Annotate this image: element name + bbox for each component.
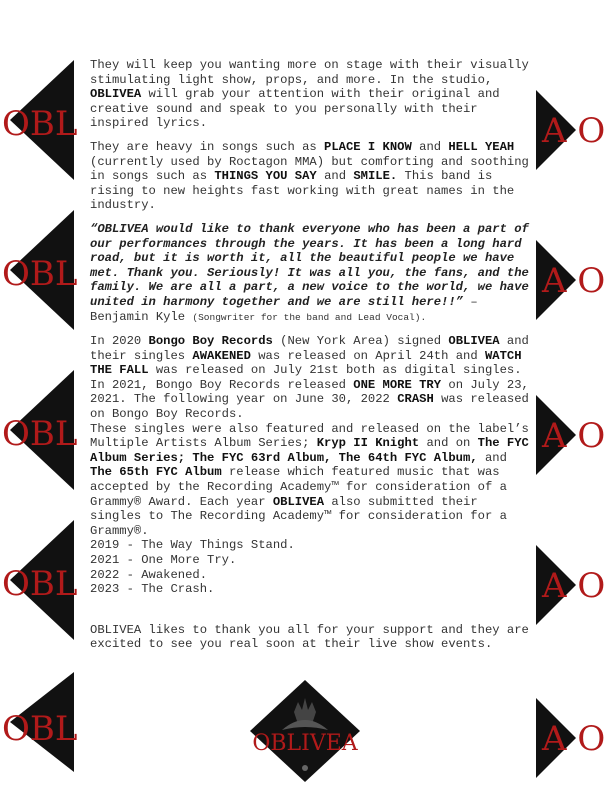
watermark-right-4: [536, 535, 612, 635]
watermark-left-4: [0, 520, 80, 640]
watermark-left-1: [0, 60, 80, 180]
watermark-text: A O: [542, 261, 606, 301]
band-quote: [90, 222, 530, 325]
oblivea-logo: [232, 680, 378, 782]
intro-paragraph: They will keep you wanting more on stage with their visually stimulating light show, props, and more. In the studio, OBLIVEA will grab your attention with their original and creative sound and speak to you personally with their inspired lyrics.: [90, 58, 529, 131]
watermark-left-5: [0, 672, 80, 782]
watermark-text: OBL: [2, 254, 78, 294]
release-item: 2022 - Awakened.: [90, 567, 208, 582]
document-body: [90, 58, 530, 661]
watermark-right-5: [536, 688, 612, 788]
release-item: 2021 - One More Try.: [90, 553, 237, 567]
watermark-text: OBL: [2, 104, 78, 144]
release-item: 2023 - The Crash.: [90, 582, 215, 597]
quote-text: “OBLIVEA would like to thank everyone who has been a part of our performances through the years. It has been a long hard road, but it is worth it, all the beautiful people we have met. Thank you. Seriously! It was all you, the fans, and the family. We are all a part, a new voice to the world, we have united in harmony together and we are still here!!”: [90, 221, 529, 309]
closing-paragraph: OBLIVEA likes to thank you all for your support and they are excited to see you real soon at their live show events.: [90, 622, 529, 652]
watermark-text: A O: [542, 719, 606, 759]
history-paragraph: In 2020 Bongo Boy Records (New York Area) signed OBLIVEA and their singles AWAKENED was released on April 24th and WATCH THE FALL was released on July 21st both as digital singles. In 2021, Bongo Boy Records released ONE MORE TRY on July 23, 2021. The following year on June 30, 2022 CRASH was released on Bongo Boy Records.: [90, 334, 529, 422]
watermark-text: OBL: [2, 709, 78, 749]
watermark-right-1: [536, 80, 612, 180]
watermark-left-3: [0, 370, 80, 490]
watermark-text: A O: [542, 566, 606, 606]
release-item: 2019 - The Way Things Stand.: [90, 538, 295, 553]
watermark-right-3: [536, 385, 612, 485]
watermark-text: OBL: [2, 414, 78, 454]
watermark-text: A O: [542, 416, 606, 456]
release-list: [90, 538, 530, 596]
quote-attribution: – Benjamin Kyle: [90, 294, 478, 324]
features-paragraph: These singles were also featured and released on the label’s Multiple Artists Album Series; Kryp II Knight and on The FYC Album Series; The FYC 63rd Album, The 64th FYC Album, and The 65th FYC Album release which featured music that was accepted by the Recording Academy™ for consideration of a Grammy® Award. Each year OBLIVEA also submitted their singles to The Recording Academy™ for consideration for a Grammy®.: [90, 421, 529, 538]
watermark-right-2: [536, 230, 612, 330]
watermark-left-2: [0, 210, 80, 330]
watermark-text: A O: [542, 111, 606, 151]
songs-paragraph: They are heavy in songs such as PLACE I KNOW and HELL YEAH (currently used by Roctagon MMA) but comforting and soothing in songs such as THINGS YOU SAY and SMILE. This band is rising to new heights fast working with great names in the industry.: [90, 139, 529, 213]
quote-role: (Songwriter for the band and Lead Vocal).: [192, 311, 427, 323]
watermark-text: OBL: [2, 564, 78, 604]
logo-text: OBLIVEA: [252, 731, 358, 756]
